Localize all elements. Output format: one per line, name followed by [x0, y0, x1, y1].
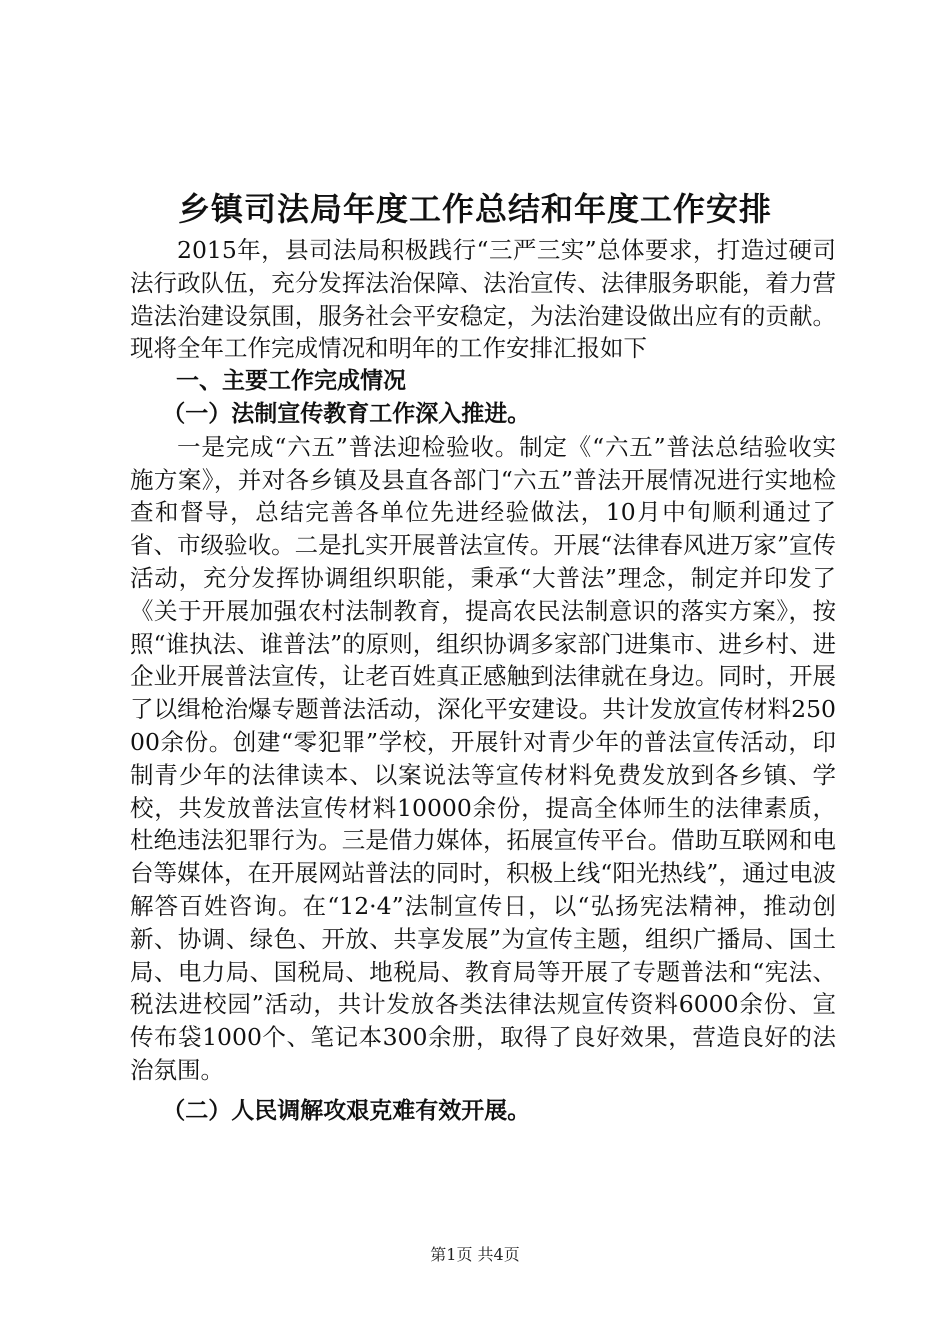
document-title: 乡镇司法局年度工作总结和年度工作安排 [177, 190, 772, 228]
intro-paragraph: 2015年，县司法局积极践行“三严三实”总体要求，打造过硬司法行政队伍，充分发挥法治保障、法治宣传、法律服务职能，着力营造法治建设氛围，服务社会平安稳定，为法治建设做出应有的贡献。现将全年工作完成情况和明年的工作安排汇报如下 [130, 236, 836, 363]
section-heading-main-work: 一、主要工作完成情况 [176, 368, 406, 395]
page-footer: 第1页 共4页 [430, 1245, 520, 1264]
document-body [130, 234, 836, 1128]
subsection-heading-legal-education: （一）法制宣传教育工作深入推进。 [162, 400, 531, 427]
legal-education-paragraph: 一是完成“六五”普法迎检验收。制定《“六五”普法总结验收实施方案》，并对各乡镇及县直各部门“六五”普法开展情况进行实地检查和督导，总结完善各单位先进经验做法，10月中旬顺利通过了省、市级验收。二是扎实开展普法宣传。开展“法律春风进万家”宣传活动，充分发挥协调组织职能，秉承“大普法”理念，制定并印发了《关于开展加强农村法制教育，提高农民法制意识的落实方案》，按照“谁执法、谁普法”的原则，组织协调多家部门进集市、进乡村、进企业开展普法宣传，让老百姓真正感触到法律就在身边。同时，开展了以缉枪治爆专题普法活动，深化平安建设。共计发放宣传材料25000余份。创建“零犯罪”学校，开展针对青少年的普法宣传活动，印制青少年的法律读本、以案说法等宣传材料免费发放到各乡镇、学校，共发放普法宣传材料10000余份，提高全体师生的法律素质，杜绝违法犯罪行为。三是借力媒体，拓展宣传平台。借助互联网和电台等媒体，在开展网站普法的同时，积极上线“阳光热线”，通过电波解答百姓咨询。在“12·4”法制宣传日，以“弘扬宪法精神，推动创新、协调、绿色、开放、共享发展”为宣传主题，组织广播局、国土局、电力局、国税局、地税局、教育局等开展了专题普法和“宪法、税法进校园”活动，共计发放各类法律法规宣传资料6000余份、宣传布袋1000个、笔记本300余册，取得了良好效果，营造良好的法治氛围。 [130, 432, 836, 1084]
subsection-heading-mediation: （二）人民调解攻艰克难有效开展。 [162, 1097, 531, 1124]
